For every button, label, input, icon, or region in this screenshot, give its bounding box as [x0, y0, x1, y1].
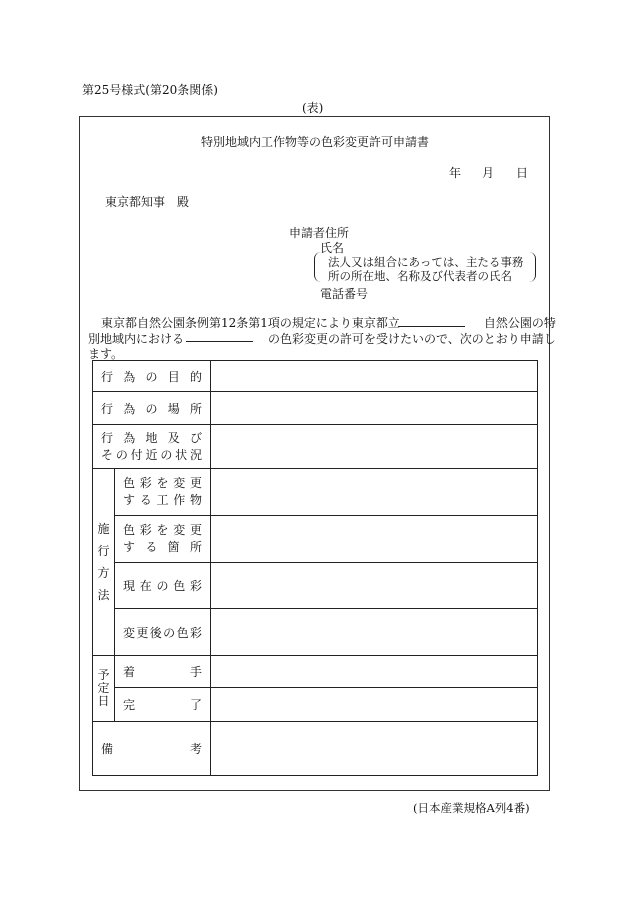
label-char: 為: [123, 369, 136, 384]
label-char: 着: [123, 665, 136, 679]
label-char: の: [163, 625, 176, 640]
label-char: 施: [97, 522, 110, 536]
park-name-blank: [398, 326, 465, 327]
label-char: 行: [101, 401, 114, 416]
body-line1: 東京都自然公園条例第12条第1項の規定により東京都立 自然公園の特: [101, 316, 556, 330]
label-char: 為: [123, 401, 136, 416]
label-char: 付: [130, 447, 143, 462]
corporate-note-line2: 所の所在地、名称及び代表者の氏名: [328, 269, 512, 283]
applicant-phone-label: 電話番号: [320, 287, 369, 301]
table-row: [93, 516, 538, 563]
label-char: の: [156, 579, 169, 593]
table-row: [93, 563, 538, 609]
applicant-address-label: 申請者住所: [289, 226, 350, 240]
label-char: 更: [136, 625, 149, 640]
label-char: す: [123, 540, 136, 554]
label-char: 定: [97, 681, 110, 695]
label-char: 変: [173, 523, 186, 537]
table-row: [93, 392, 538, 425]
label-char: 色: [176, 625, 189, 640]
table-row: [93, 688, 538, 722]
label-char: 彩: [189, 625, 202, 640]
label-char: を: [156, 476, 169, 490]
corporate-note-line1: 法人又は組合にあっては、主たる事務: [328, 255, 524, 269]
body-line2: 別地域内における の色彩変更の許可を受けたいので、次のとおり申請し: [88, 332, 556, 346]
addressee: 東京都知事 殿: [105, 195, 190, 209]
label-method-group: [93, 469, 115, 656]
label-char: 作: [173, 493, 186, 507]
label-char: の: [145, 401, 158, 416]
form-number: 第25号様式(第20条関係): [82, 83, 218, 97]
document-title: 特別地域内工作物等の色彩変更許可申請書: [200, 135, 429, 149]
field-purpose[interactable]: [211, 361, 538, 392]
label-char: の: [160, 447, 173, 462]
field-place[interactable]: [211, 392, 538, 425]
label-char: 変: [173, 476, 186, 490]
label-char: 行: [97, 544, 110, 558]
label-char: 備: [101, 742, 114, 756]
label-char: 彩: [190, 579, 203, 593]
label-char: 状: [175, 447, 188, 462]
label-site-condition: [93, 425, 211, 469]
field-remarks[interactable]: [211, 722, 538, 776]
applicant-name-label: 氏名: [320, 241, 345, 255]
table-row: [93, 656, 538, 688]
body-line3: ます。: [88, 347, 124, 361]
label-char: 後: [149, 625, 162, 640]
field-start[interactable]: [211, 656, 538, 688]
table-row: [93, 609, 538, 656]
field-site-condition[interactable]: [211, 425, 538, 469]
label-remarks: [93, 722, 211, 776]
label-char: 場: [167, 401, 180, 416]
label-char: 更: [190, 523, 203, 537]
label-char: 工: [156, 493, 169, 507]
structure-name-blank: [186, 341, 253, 342]
label-schedule-group: [93, 656, 115, 722]
label-char: 彩: [139, 476, 152, 490]
label-char: す: [123, 493, 136, 507]
label-char: 法: [97, 588, 110, 602]
label-char: 色: [123, 523, 136, 537]
label-place: [93, 392, 211, 425]
label-char: 為: [123, 430, 136, 445]
field-new-color[interactable]: [211, 609, 538, 656]
label-char: 更: [190, 476, 203, 490]
label-char: 方: [97, 566, 110, 580]
field-end[interactable]: [211, 688, 538, 722]
table-row: [93, 425, 538, 469]
label-char: 的: [190, 369, 203, 384]
label-char: 所: [189, 540, 202, 554]
label-new-color: [115, 609, 211, 656]
field-current-color[interactable]: [211, 563, 538, 609]
label-start: [115, 656, 211, 688]
label-char: 行: [101, 369, 114, 384]
date-month: 月: [482, 166, 495, 180]
application-table: [92, 360, 538, 776]
label-char: 現: [123, 579, 136, 593]
table-row: [93, 361, 538, 392]
label-char: 考: [190, 742, 203, 756]
label-char: る: [139, 493, 152, 507]
label-char: の: [145, 369, 158, 384]
label-char: 予: [97, 668, 110, 682]
label-char: 地: [145, 430, 158, 445]
label-purpose: [93, 361, 211, 392]
label-color-part: [115, 516, 211, 563]
label-char: 変: [123, 625, 136, 640]
label-char: 了: [190, 698, 203, 712]
field-color-part[interactable]: [211, 516, 538, 563]
label-char: る: [145, 540, 158, 554]
label-char: 物: [190, 493, 203, 507]
date-day: 日: [516, 166, 529, 180]
label-char: 彩: [139, 523, 152, 537]
label-char: そ: [101, 447, 114, 462]
label-char: 目: [167, 369, 180, 384]
label-color-structure: [115, 469, 211, 516]
label-current-color: [115, 563, 211, 609]
label-char: 手: [190, 665, 203, 679]
label-end: [115, 688, 211, 722]
label-char: 完: [123, 698, 136, 712]
table-row: [93, 469, 538, 516]
paper-size-note: (日本産業規格A列4番): [413, 801, 530, 815]
label-char: 況: [189, 447, 202, 462]
label-char: 箇: [167, 540, 180, 554]
side-label: (表): [302, 101, 324, 115]
field-color-structure[interactable]: [211, 469, 538, 516]
label-char: 日: [97, 694, 110, 708]
label-char: 行: [101, 430, 114, 445]
label-char: び: [190, 430, 203, 445]
label-char: 色: [123, 476, 136, 490]
table-row: [93, 722, 538, 776]
label-char: 在: [139, 579, 152, 593]
label-char: 色: [173, 579, 186, 593]
label-char: を: [156, 523, 169, 537]
label-char: の: [115, 447, 128, 462]
label-char: 近: [145, 447, 158, 462]
label-char: 所: [190, 401, 203, 416]
date-year: 年: [449, 166, 462, 180]
label-char: 及: [167, 430, 180, 445]
